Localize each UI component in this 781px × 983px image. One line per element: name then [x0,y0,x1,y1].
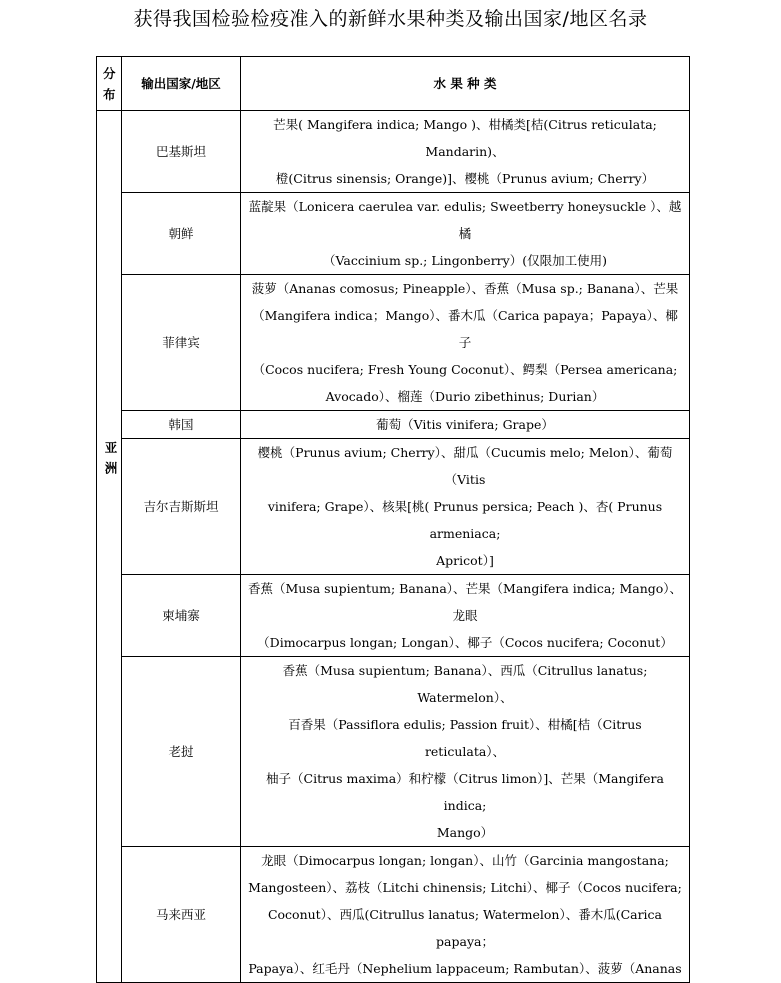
table-row [97,111,690,193]
fruits-line: 香蕉（Musa supientum; Banana）、芒果（Mangifera indica; Mango）、龙眼 [247,581,683,623]
header-country: 输出国家/地区 [122,57,241,111]
fruits-cell [241,439,690,575]
fruits-line: （Mangifera indica；Mango）、番木瓜（Carica papaya；Papaya）、椰子 [252,308,678,350]
table-row [97,657,690,847]
fruits-line: Papaya）、红毛丹（Nephelium lappaceum; Rambutan）、菠萝（Ananas [248,961,682,976]
fruits-cell [241,575,690,657]
header-region-line1: 分 [103,65,116,81]
country-cell: 菲律宾 [122,275,241,411]
fruits-line: （Vaccinium sp.; Lingonberry）(仅限加工使用) [323,253,607,268]
document-title: 获得我国检验检疫准入的新鲜水果种类及输出国家/地区名录 [133,8,648,30]
fruits-line: 百香果（Passiflora edulis; Passion fruit）、柑橘[桔（Citrus reticulata）、 [288,717,642,759]
fruits-line: Avocado）、榴莲（Durio zibethinus; Durian） [325,389,605,404]
fruits-line: （Cocos nucifera; Fresh Young Coconut）、鳄梨（Persea americana; [252,362,678,377]
fruits-line: 芒果( Mangifera indica; Mango )、柑橘类[桔(Citrus reticulata; Mandarin)、 [273,117,657,159]
fruits-line: 柚子（Citrus maxima）和柠檬（Citrus limon）]、芒果（Mangifera indica; [266,771,664,813]
country-cell: 马来西亚 [122,847,241,983]
table-row [97,439,690,575]
fruits-line: Coconut）、西瓜(Citrullus lanatus; Watermelon）、番木瓜(Carica papaya； [267,907,663,949]
country-cell: 吉尔吉斯斯坦 [122,439,241,575]
fruits-line: 葡萄（Vitis vinifera; Grape） [376,417,554,432]
fruits-line: Apricot）] [436,553,494,568]
table-row [97,275,690,411]
fruits-line: 蓝靛果（Lonicera caerulea var. edulis; Sweetberry honeysuckle ）、越橘 [248,199,682,241]
fruits-line: 樱桃（Prunus avium; Cherry）、甜瓜（Cucumis melo; Melon）、葡萄（Vitis [257,445,673,487]
fruits-line: 龙眼（Dimocarpus longan; longan）、山竹（Garcinia mangostana; [261,853,669,868]
header-fruits: 水 果 种 类 [241,57,690,111]
region-cell [97,111,122,983]
fruits-cell [241,193,690,275]
fruits-line: Mangosteen）、荔枝（Litchi chinensis; Litchi）、椰子（Cocos nucifera; [248,880,682,895]
country-cell: 韩国 [122,411,241,439]
country-cell: 巴基斯坦 [122,111,241,193]
table-row [97,193,690,275]
table-body [97,111,690,983]
fruits-cell [241,111,690,193]
header-region-line2: 布 [103,86,116,102]
fruits-line: 橙(Citrus sinensis; Orange)]、樱桃（Prunus avium; Cherry） [275,171,655,186]
table-row [97,575,690,657]
fruits-cell [241,411,690,439]
fruits-line: （Dimocarpus longan; Longan）、椰子（Cocos nucifera; Coconut） [257,635,673,650]
fruits-cell [241,657,690,847]
fruits-line: 香蕉（Musa supientum; Banana）、西瓜（Citrullus lanatus; Watermelon）、 [282,663,648,705]
fruit-table [96,56,690,983]
country-cell: 朝鲜 [122,193,241,275]
fruits-line: 菠萝（Ananas comosus; Pineapple）、香蕉（Musa sp.; Banana）、芒果 [251,281,679,296]
country-cell: 老挝 [122,657,241,847]
country-cell: 柬埔寨 [122,575,241,657]
fruits-cell [241,847,690,983]
region-label: 亚洲 [103,441,118,482]
fruits-line: vinifera; Grape）、核果[桃( Prunus persica; Peach )、杏( Prunus armeniaca; [267,499,663,541]
table-header-row [97,57,690,111]
fruits-line: Mango） [436,825,494,840]
table-row [97,847,690,983]
header-region [97,57,122,111]
fruits-cell [241,275,690,411]
table-row [97,411,690,439]
